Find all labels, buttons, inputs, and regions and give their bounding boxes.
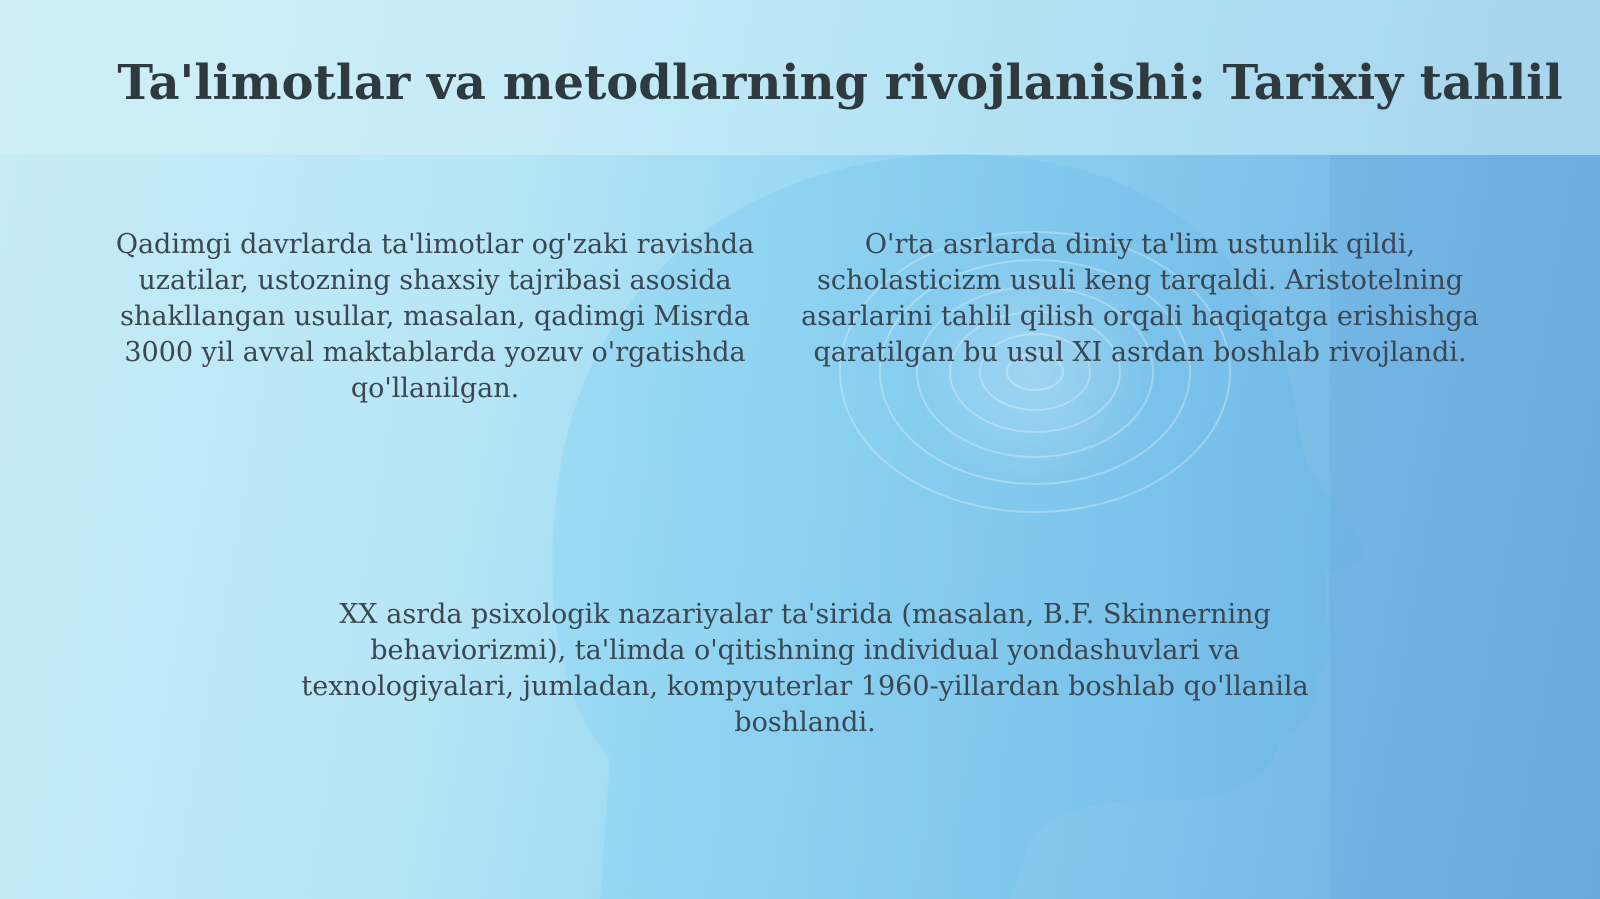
paragraph-ancient-era: Qadimgi davrlarda ta'limotlar og'zaki ravishda uzatilar, ustozning shaxsiy tajribasi asosida shakllangan usullar, masalan, qadimgi Misrda 3000 yil avval maktablarda yozuv o'rgatishda qo'llanilgan. [115, 229, 755, 404]
paragraph-middle-ages: O'rta asrlarda diniy ta'lim ustunlik qildi, scholasticizm usuli keng tarqaldi. Aristotelning asarlarini tahlil qilish orqali haqiqatga erishishga qaratilgan bu usul XI asrdan boshlab rivojlandi. [801, 229, 1479, 368]
slide-title: Ta'limotlar va metodlarning rivojlanishi: Tarixiy tahlil [117, 55, 1563, 111]
paragraph-20th-century: XX asrda psixologik nazariyalar ta'sirida (masalan, B.F. Skinnerning behaviorizmi), ta'limda o'qitishning individual yondashuvlari va texnologiyalari, jumladan, kompyuterlar 1960-yillardan boshlab qo'llanila boshlandi. [301, 599, 1309, 738]
